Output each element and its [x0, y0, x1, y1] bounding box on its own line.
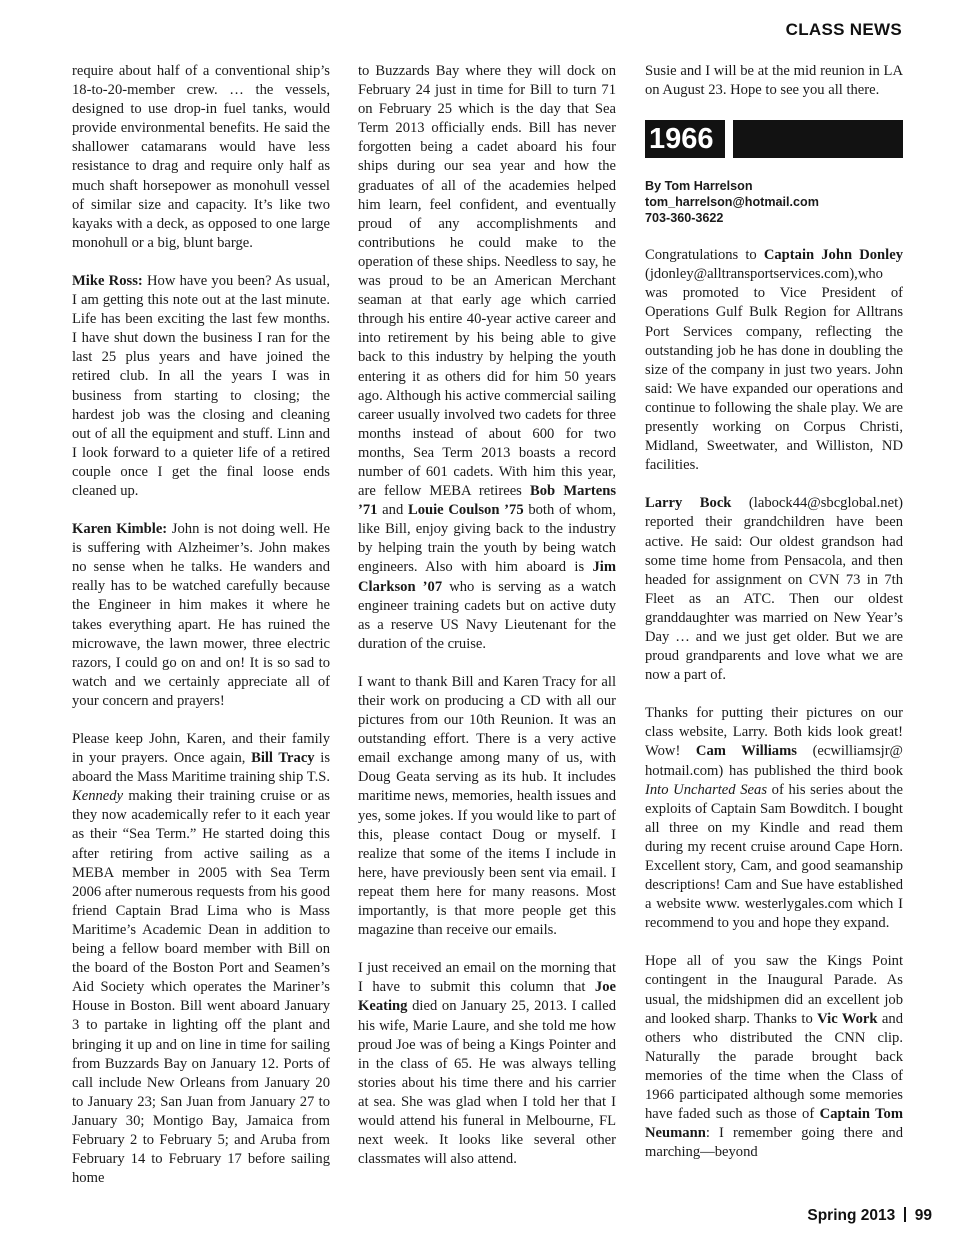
paragraph	[72, 62, 330, 253]
byline-email: tom_harrelson@hotmail.com	[645, 195, 819, 210]
person-name: Captain John Donley	[763, 247, 903, 264]
person-name: Bob Martens ’71	[358, 483, 616, 519]
paragraph	[358, 959, 616, 1169]
paragraph	[72, 272, 330, 501]
paragraph	[645, 952, 903, 1162]
paragraph-text: died on January 25, 2013. I called his wife, Marie Laure, and she told me how proud Joe was of being a Kings Pointer and in the class of 65. He was always telling stories about his time there and his carrier at sea. She was glad when I told her that I would attend his funeral in Melbourne, FL next week. It looks like several other classmates will also attend.	[358, 998, 616, 1168]
paragraph-text: (jdonley@alltransportservices.com),who was promoted to Vice President of Operations Gulf Bulk Region for Alltrans Port Services company, reflecting the outstanding job he has done in doubling the size of the company in just two years. John said: We have expanded our operations and continue to following the shale play. We are presently working on Corpus Christi, Midland, Sweetwater, and Williston, ND facilities.	[645, 266, 903, 474]
paragraph-text: of his series about the exploits of Captain Sam Bowditch. I bought all three on my Kindle and read them during my recent cruise around Cape Horn. Excellent story, Cam, and good seamanship descriptions! Cam and Sue have established a website www. westerlygales.com which I recommend to you and hope they expand.	[645, 781, 903, 932]
paragraph	[358, 62, 616, 654]
book-title: Into Uncharted Seas	[645, 781, 767, 798]
paragraph-text: making their training cruise or as they now academically refer to it each year as their “Sea Term.” He started doing this after retiring from active sailing as a MEBA member in 2005 with Sea Term 2006 after numerous requests from his good friend Captain Brad Lima who is Mass Maritime’s Academic Dean in addition to being a fellow board member with Bill on the board of the Boston Port and Seamen’s Aid Society which operates the Mariner’s House in Boston. Bill went aboard January 3 to partake in lighting off the plant and bringing it up and on line in time for sailing from Buzzards Bay on January 12. Ports of call include New Orleans from January 20 to January 23; San Juan from January 27 to January 30; Montigo Bay, Jamaica from February 2 to February 5; and Aruba from February 14 to February 17 before sailing home	[72, 788, 330, 1187]
person-name: Mike Ross:	[72, 272, 143, 289]
paragraph-text: How have you been? As usual, I am getting this note out at the last minute. Life has been exciting the last few months. I have shut down the business I ran for the last 25 plus years and have joined the retired club. In all the years I was in business from starting to closing; the hardest job was the closing and cleaning out of all the equipment and stuff. Linn and I look forward to a quieter life of a retired couple once I get the final loose ends cleaned up.	[72, 272, 330, 499]
person-name: Joe Keating	[358, 979, 616, 1015]
ship-name: Kennedy	[72, 788, 124, 805]
person-name: Larry Bock	[645, 495, 732, 512]
person-name: Cam Williams	[695, 743, 797, 760]
paragraph-text: is aboard the Mass Maritime training ship T.S.	[72, 750, 331, 786]
paragraph	[645, 494, 903, 685]
paragraph	[72, 730, 330, 1188]
issue-label: Spring 2013	[807, 1207, 896, 1224]
column-3	[645, 62, 903, 1162]
paragraph-text: and	[377, 502, 408, 519]
footer-divider	[904, 1207, 906, 1222]
person-name: Vic Work	[817, 1010, 878, 1027]
byline-author: By Tom Harrelson	[645, 179, 753, 194]
paragraph-text: who is serving as a watch engineer training cadets but on active duty as a reserve US Navy Lieutenant for the duration of the cruise.	[358, 578, 616, 652]
paragraph	[645, 246, 903, 475]
paragraph	[645, 704, 903, 933]
paragraph-text: Congratulations to	[645, 247, 764, 264]
page-footer	[807, 1207, 932, 1225]
paragraph-text: Hope all of you saw the Kings Point contingent in the Inaugural Parade. As usual, the midshipmen did an excellent job and looked sharp. Thanks to	[645, 953, 903, 1027]
paragraph-text: I want to thank Bill and Karen Tracy for all their work on producing a CD with all our pictures from our 10th Reunion. It was an outstanding effort. There is a very active email exchange among many of us, with Doug Geata serving as its hub. It includes maritime news, memories, health issues and yes, some jokes. If you would like to part of this, please contact Doug or myself. I realize that some of the items I include in here, have previously been sent via email. I repeat them here for many reasons. Most importantly, is that more people get this magazine than receive our emails.	[358, 673, 616, 939]
class-year: 1966	[649, 123, 714, 156]
banner-divider	[725, 120, 733, 158]
class-year-banner	[645, 120, 903, 158]
byline	[645, 178, 903, 226]
paragraph	[358, 673, 616, 940]
paragraph-text: (labock44@sbcglobal.net) reported their grandchildren have been active. He said: Our oldest grandson had some time home from Pensacola, and then headed for assignment on CVN 73 in 7th Fleet as an ATC. Then our oldest granddaughter was married on New Year’s Day … and we just get older. But we are proud grandparents and love what we are now a part of.	[645, 495, 903, 684]
paragraph-text: Susie and I will be at the mid reunion in LA on August 23. Hope to see you all there.	[645, 63, 903, 99]
paragraph-text: : I remember going there and marching—beyond	[645, 1125, 903, 1161]
person-name: Bill Tracy	[251, 750, 315, 767]
paragraph-text: both of whom, like Bill, enjoy giving back to the industry by helping train the youth by being watch engineers. Also with him aboard is	[358, 502, 616, 576]
column-2	[358, 62, 616, 1169]
person-name: Jim Clarkson ’07	[358, 559, 616, 595]
paragraph-text: to Buzzards Bay where they will dock on February 24 just in time for Bill to turn 71 on February 25 which is the day that Sea Term 2013 officially ends. Bill has never forgotten being a cadet aboard his four ships during our sea year and how the graduates of all of the academies helped him learn, feel confident, and eventually proud of any accomplishments and contributions he could make to the operation of these ships. Needless to say, he was proud to be an American Merchant seaman at that early age which carried through his entire 40-year active career and into retirement by his being able to give back to this industry by helping the youth entering it as others did for him 50 years ago. Although his active commercial sailing career usually involved two cadets for three months instead of about 600 for two months, Sea Term 2013 boasts a record number of 601 cadets. With him this year, are fellow MEBA retirees	[358, 63, 616, 500]
paragraph-text: (ecwilliamsjr@ hotmail.com) has published the third book	[645, 743, 903, 779]
column-1	[72, 62, 330, 1188]
page-number: 99	[914, 1207, 932, 1224]
byline-phone: 703-360-3622	[645, 211, 724, 226]
paragraph-text: Thanks for putting their pictures on our class website, Larry. Both kids look great! Wow!	[645, 705, 903, 760]
person-name: Captain Tom Neumann	[645, 1106, 904, 1142]
section-label: CLASS NEWS	[785, 20, 902, 39]
paragraph-text: I just received an email on the morning that I have to submit this column that	[358, 960, 616, 996]
paragraph	[645, 62, 903, 100]
paragraph-text: and others who distributed the CNN clip. Naturally the parade brought back memories of the time when the Class of 1966 participated although some memories have faded such as those of	[645, 1010, 903, 1123]
paragraph-text: require about half of a conventional ship’s 18-to-20-member crew. … the vessels, designed to use drop-in fuel tanks, would provide environmental benefits. He said the shallower catamarans would have less resistance to drag and require only half as much shaft horsepower as monohull vessel of similar size and capacity. It’s like two kayaks with a deck, as opposed to one large monohull or a big, blunt barge.	[72, 63, 330, 251]
person-name: Karen Kimble:	[72, 521, 168, 538]
person-name: Louie Coulson ’75	[407, 502, 524, 519]
paragraph-text: John is not doing well. He is suffering with Alzheimer’s. John makes no sense when he talks. He wanders and really has to be watched carefully because the Engineer in him makes it where he takes everything apart. He has ruined the microwave, the lawn mower, three electric razors, I could go on and on! It is so sad to watch and we certainly appreciate all of your concern and prayers!	[72, 521, 330, 709]
paragraph	[72, 520, 330, 711]
paragraph-text: Please keep John, Karen, and their family in your prayers. Once again,	[72, 731, 330, 767]
